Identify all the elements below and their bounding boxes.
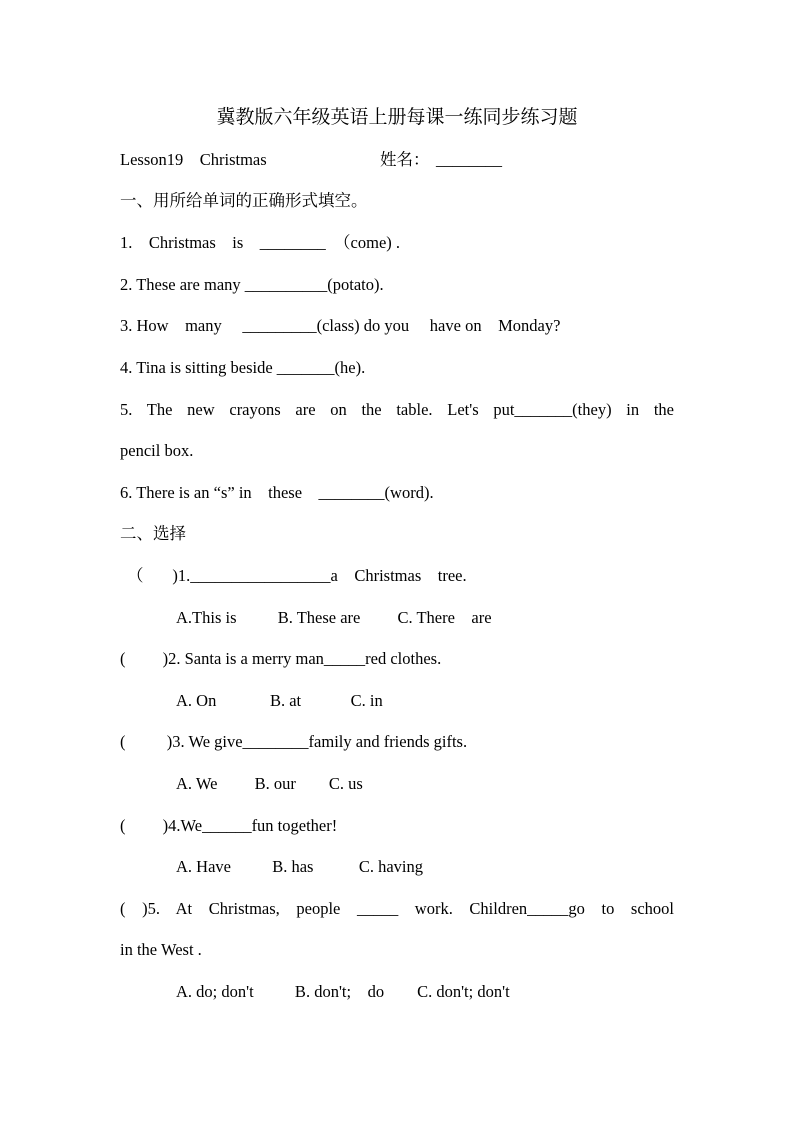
s2-question-3: ( )3. We give________family and friends gifts. xyxy=(120,732,468,751)
s1-question-2: 2. These are many __________(potato). xyxy=(120,275,384,294)
s1-question-5-line1: 5. The new crayons are on the table. Let's put_______(they) in the xyxy=(120,400,674,419)
s1-question-5-line2: pencil box. xyxy=(120,441,194,460)
section1-heading: 一、用所给单词的正确形式填空。 xyxy=(120,191,368,210)
s2-question-5-line2: in the West . xyxy=(120,940,202,959)
s2-question-4-options: A. Have B. has C. having xyxy=(176,857,424,876)
name-blank: ________ xyxy=(436,150,502,169)
s2-question-1: （ )1._________________a Christmas tree. xyxy=(127,566,467,585)
page-title: 冀教版六年级英语上册每课一练同步练习题 xyxy=(216,107,578,128)
s1-question-4: 4. Tina is sitting beside _______(he). xyxy=(120,358,366,377)
s2-question-3-options: A. We B. our C. us xyxy=(176,774,363,793)
s2-question-2: ( )2. Santa is a merry man_____red clothes. xyxy=(120,649,442,668)
s2-question-4: ( )4.We______fun together! xyxy=(120,816,338,835)
s2-question-5-options: A. do; don't B. don't; do C. don't; don't xyxy=(176,982,510,1001)
s1-question-1: 1. Christmas is ________ （come) . xyxy=(120,233,401,252)
s2-question-2-options: A. On B. at C. in xyxy=(176,691,383,710)
s1-question-6: 6. There is an “s” in these ________(word). xyxy=(120,483,434,502)
lesson-title: Lesson19 Christmas xyxy=(120,150,267,169)
section2-heading: 二、选择 xyxy=(120,524,186,543)
s2-question-1-options: A.This is B. These are C. There are xyxy=(176,608,492,627)
s1-question-3: 3. How many _________(class) do you have on Monday? xyxy=(120,316,561,335)
s2-question-5-line1: ( )5. At Christmas, people _____ work. Children_____go to school xyxy=(120,899,674,918)
name-label: 姓名： xyxy=(380,150,430,169)
